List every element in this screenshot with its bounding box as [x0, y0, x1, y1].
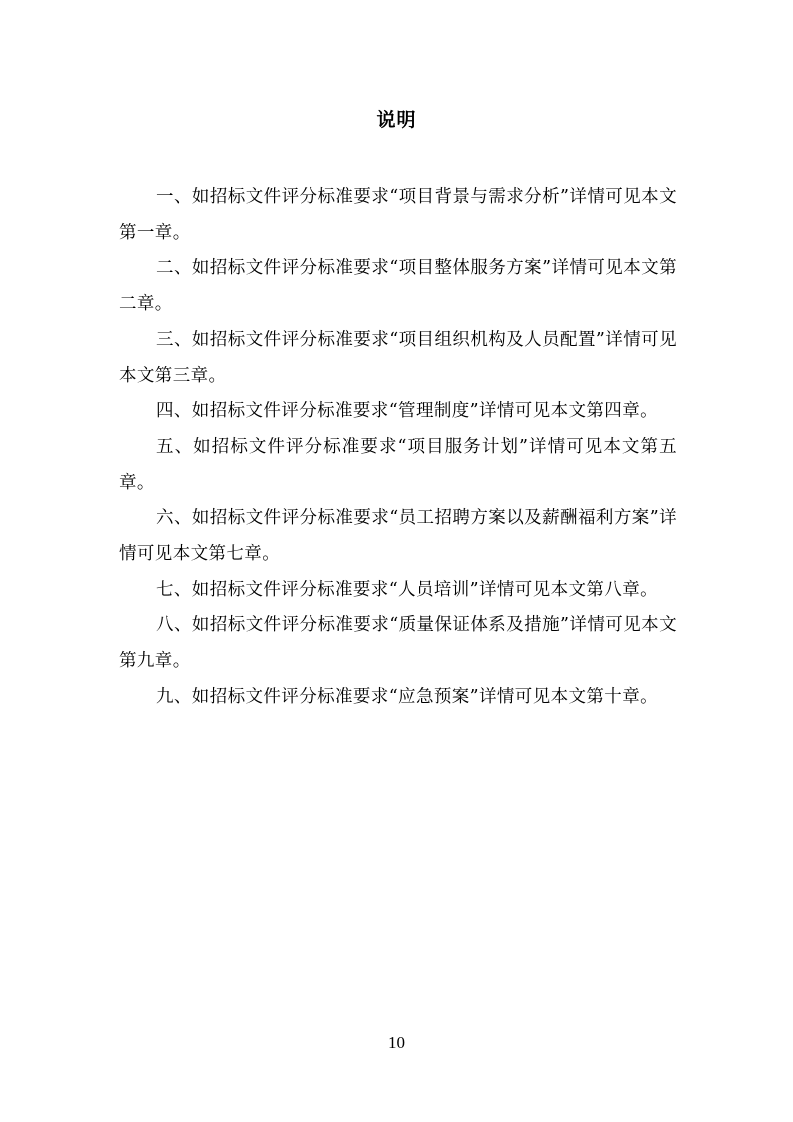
- instruction-item-6: 六、如招标文件评分标准要求“员工招聘方案以及薪酬福利方案”详情可见本文第七章。: [119, 508, 677, 565]
- instruction-item-4: 四、如招标文件评分标准要求“管理制度”详情可见本文第四章。: [156, 401, 658, 422]
- page-number: 10: [388, 1033, 405, 1052]
- instruction-item-9: 九、如招标文件评分标准要求“应急预案”详情可见本文第十章。: [156, 686, 658, 707]
- instruction-item-2: 二、如招标文件评分标准要求“项目整体服务方案”详情可见本文第二章。: [119, 258, 677, 315]
- instruction-list: [119, 180, 677, 716]
- instruction-item-8: 八、如招标文件评分标准要求“质量保证体系及措施”详情可见本文第九章。: [119, 615, 677, 672]
- instruction-item-7: 七、如招标文件评分标准要求“人员培训”详情可见本文第八章。: [156, 579, 658, 600]
- page-title: 说明: [376, 109, 417, 131]
- instruction-item-5: 五、如招标文件评分标准要求“项目服务计划”详情可见本文第五章。: [119, 436, 677, 493]
- instruction-item-3: 三、如招标文件评分标准要求“项目组织机构及人员配置”详情可见本文第三章。: [119, 329, 677, 386]
- instruction-item-1: 一、如招标文件评分标准要求“项目背景与需求分析”详情可见本文第一章。: [119, 187, 677, 243]
